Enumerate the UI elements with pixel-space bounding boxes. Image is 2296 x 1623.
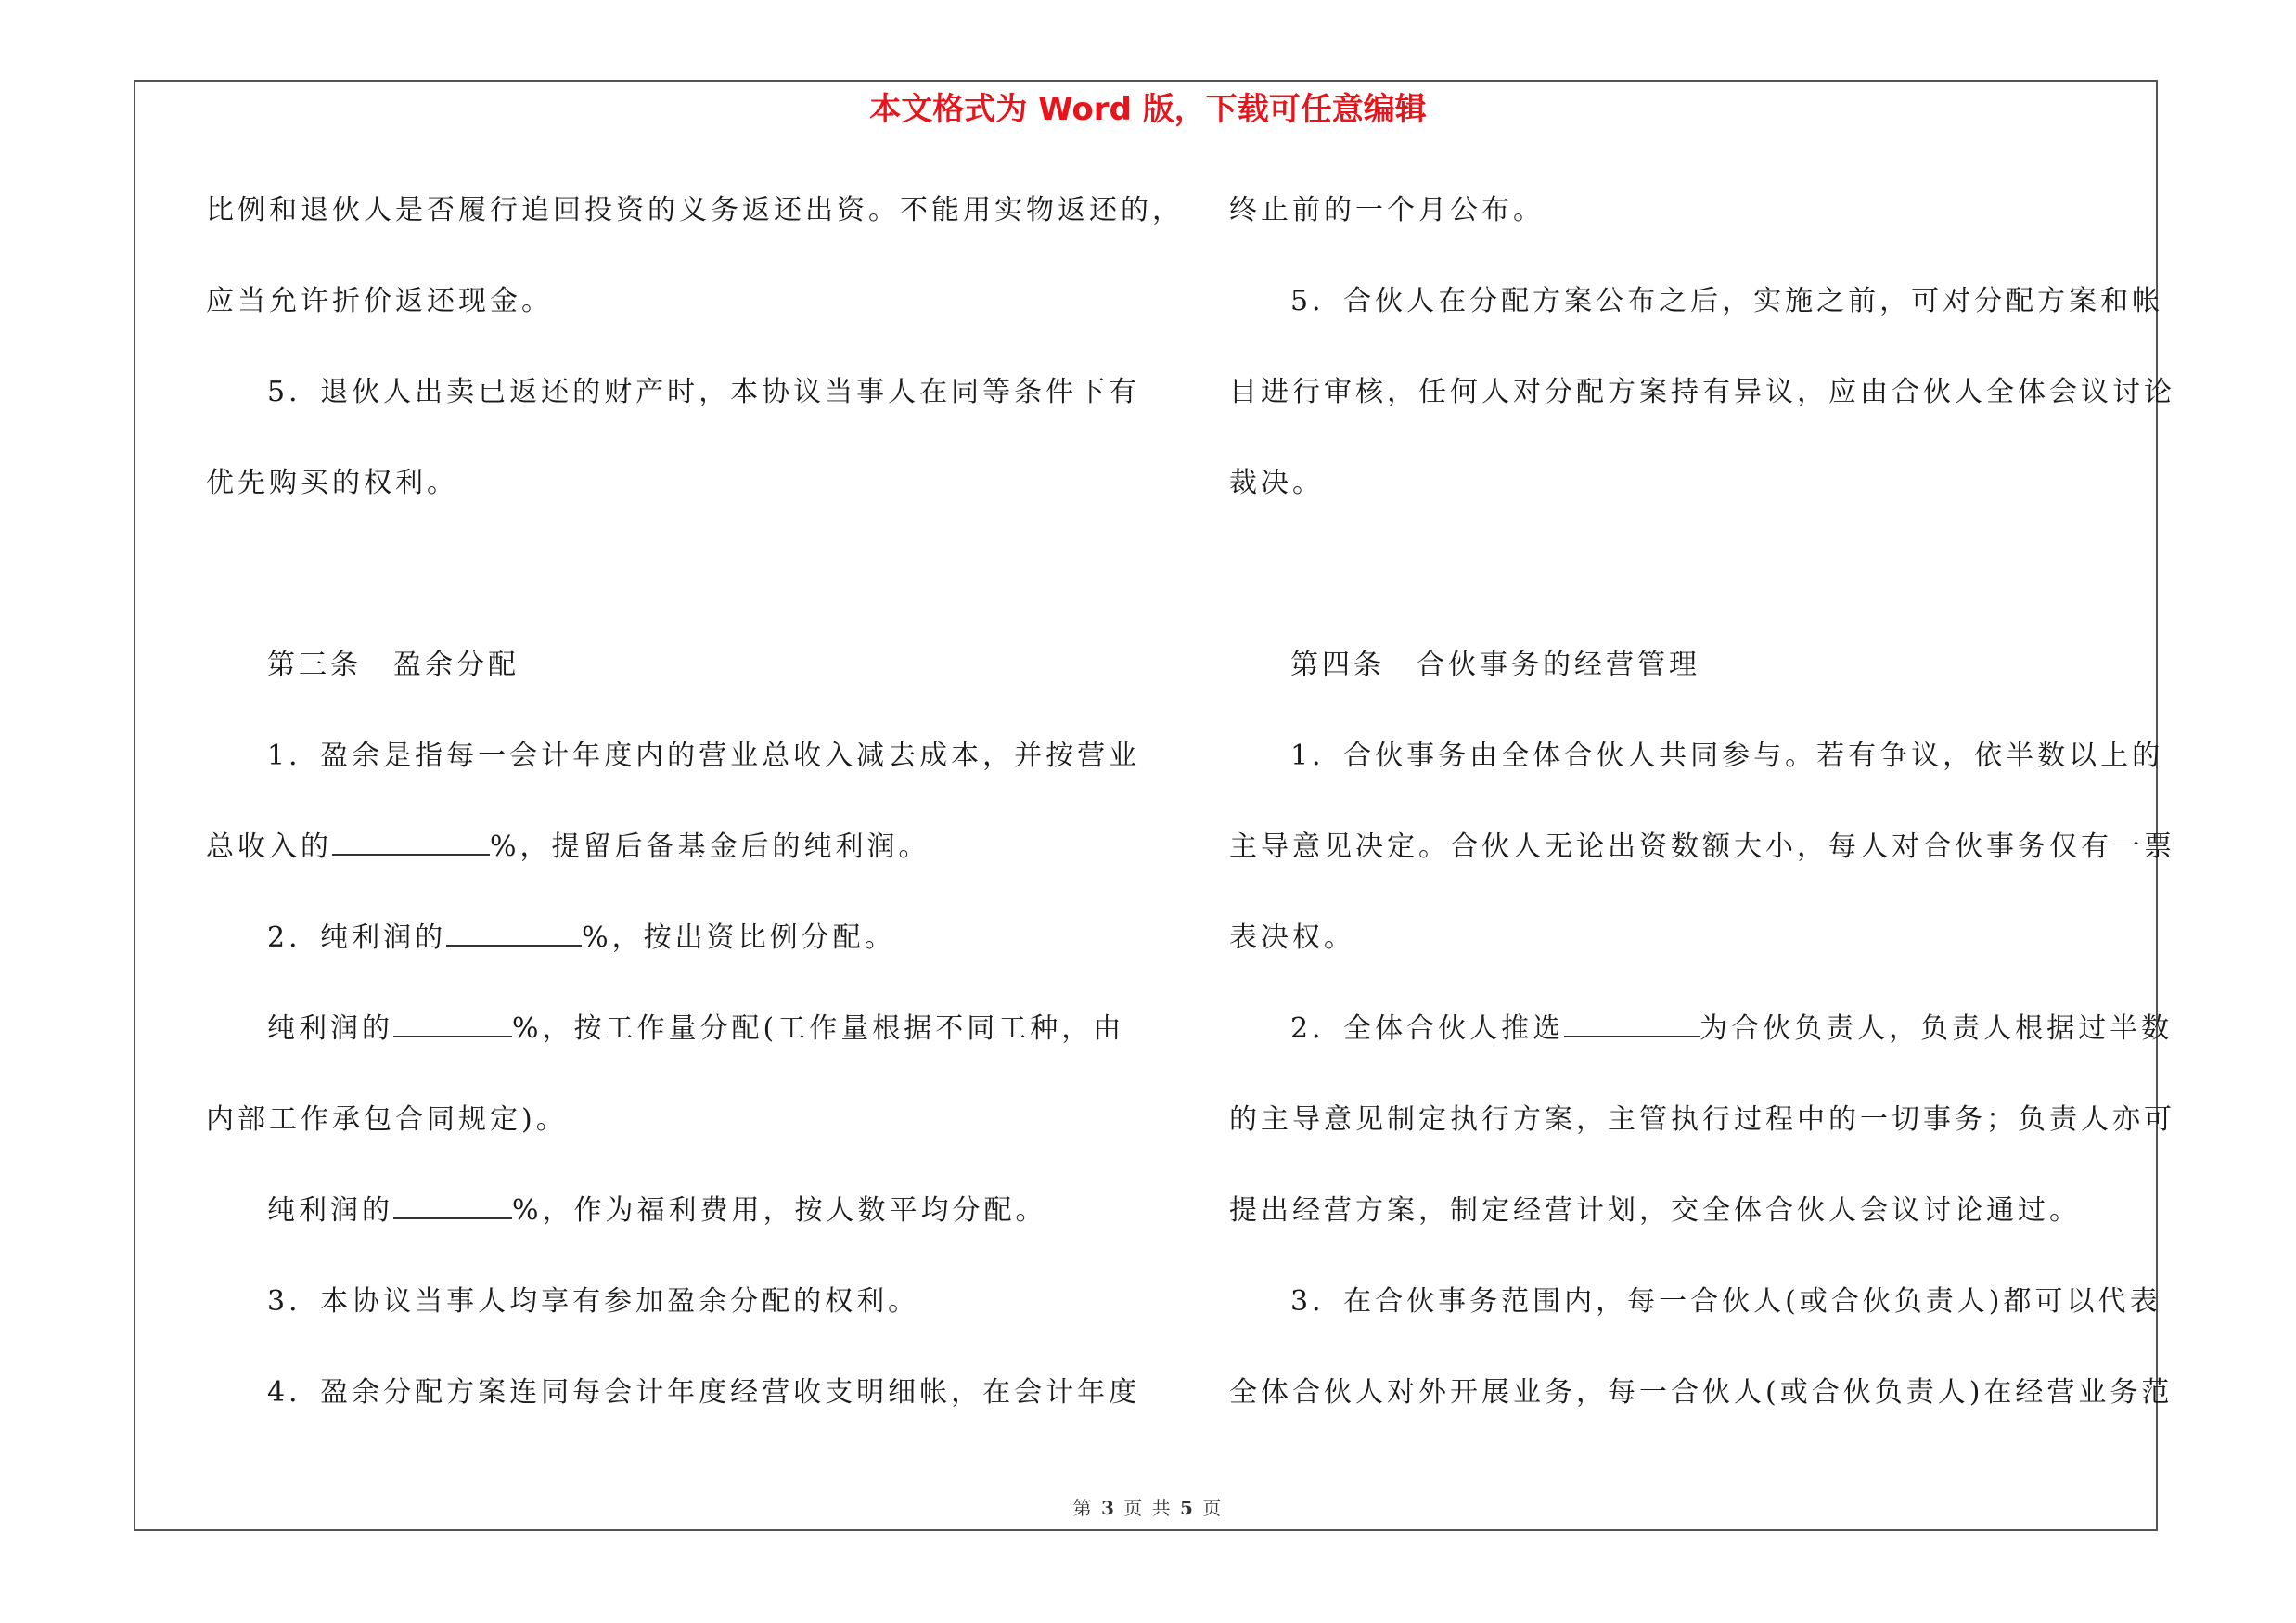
page-number-footer xyxy=(0,1496,2296,1520)
paragraph-line xyxy=(206,802,1124,893)
paragraph-line: 优先购买的权利。 xyxy=(206,467,458,499)
text-segment: %，作为福利费用，按人数平均分配。 xyxy=(512,1194,1047,1227)
fill-in-blank xyxy=(393,1015,512,1037)
footer-text: 第 xyxy=(1072,1497,1102,1519)
paragraph-line: 3．在合伙事务范围内，每一合伙人(或合伙负责人)都可以代表 xyxy=(1290,1285,2161,1318)
paragraph-line xyxy=(206,1166,1124,1256)
text-segment: %，按工作量分配(工作量根据不同工种，由 xyxy=(512,1012,1125,1045)
section-spacer xyxy=(206,529,1124,620)
fill-in-blank xyxy=(393,1197,512,1219)
paragraph-line: 的主导意见制定执行方案，主管执行过程中的一切事务；负责人亦可 xyxy=(1229,1103,2175,1136)
text-segment: 2．纯利润的 xyxy=(267,921,447,954)
paragraph-line xyxy=(1229,984,2174,1075)
section-spacer xyxy=(1229,529,2148,620)
text-segment: 纯利润的 xyxy=(267,1194,393,1227)
text-segment: 2．全体合伙人推选 xyxy=(1290,1012,1565,1045)
paragraph-line: 表决权。 xyxy=(1229,921,1355,954)
paragraph-line: 主导意见决定。合伙人无论出资数额大小，每人对合伙事务仅有一票 xyxy=(1229,831,2175,863)
text-segment: 总收入的 xyxy=(206,831,332,863)
paragraph-line: 1．合伙事务由全体合伙人共同参与。若有争议，依半数以上的 xyxy=(1290,740,2164,772)
text-segment: 纯利润的 xyxy=(267,1012,393,1045)
total-page-count: 5 xyxy=(1180,1497,1195,1519)
current-page-number: 3 xyxy=(1101,1497,1116,1519)
right-text-column xyxy=(1229,165,2175,1438)
paragraph-line: 应当允许折价返还现金。 xyxy=(206,285,553,317)
fill-in-blank xyxy=(446,924,582,947)
footer-text: 页 共 xyxy=(1115,1497,1181,1519)
fill-in-blank xyxy=(332,833,490,856)
text-segment: %，按出资比例分配。 xyxy=(582,921,896,954)
paragraph-line: 终止前的一个月公布。 xyxy=(1229,194,1545,226)
fill-in-blank xyxy=(1564,1015,1700,1037)
paragraph-line: 比例和退伙人是否履行追回投资的义务返还出资。不能用实物返还的， xyxy=(206,194,1184,226)
article-3-heading: 第三条 盈余分配 xyxy=(267,649,519,681)
paragraph-line: 3．本协议当事人均享有参加盈余分配的权利。 xyxy=(267,1285,920,1318)
paragraph-line xyxy=(206,893,1124,984)
paragraph-line: 内部工作承包合同规定)。 xyxy=(206,1103,568,1136)
word-format-banner: 本文格式为 Word 版，下载可任意编辑 xyxy=(869,91,1427,128)
paragraph-line: 5．退伙人出卖已返还的财产时，本协议当事人在同等条件下有 xyxy=(267,376,1141,408)
paragraph-line: 5．合伙人在分配方案公布之后，实施之前，可对分配方案和帐 xyxy=(1290,285,2164,317)
paragraph-line: 1．盈余是指每一会计年度内的营业总收入减去成本，并按营业 xyxy=(267,740,1141,772)
paragraph-line: 裁决。 xyxy=(1229,467,1324,499)
footer-text: 页 xyxy=(1194,1497,1224,1519)
paragraph-line: 提出经营方案，制定经营计划，交全体合伙人会议讨论通过。 xyxy=(1229,1194,2081,1227)
text-segment: 为合伙负责人，负责人根据过半数 xyxy=(1700,1012,2174,1045)
left-text-column xyxy=(206,165,1184,1438)
paragraph-line: 4．盈余分配方案连同每会计年度经营收支明细帐，在会计年度 xyxy=(267,1376,1141,1409)
paragraph-line: 全体合伙人对外开展业务，每一合伙人(或合伙负责人)在经营业务范 xyxy=(1229,1376,2174,1409)
paragraph-line xyxy=(206,984,1124,1075)
article-4-heading: 第四条 合伙事务的经营管理 xyxy=(1290,649,1700,681)
text-segment: %，提留后备基金后的纯利润。 xyxy=(490,831,930,863)
paragraph-line: 目进行审核，任何人对分配方案持有异议，应由合伙人全体会议讨论 xyxy=(1229,376,2175,408)
